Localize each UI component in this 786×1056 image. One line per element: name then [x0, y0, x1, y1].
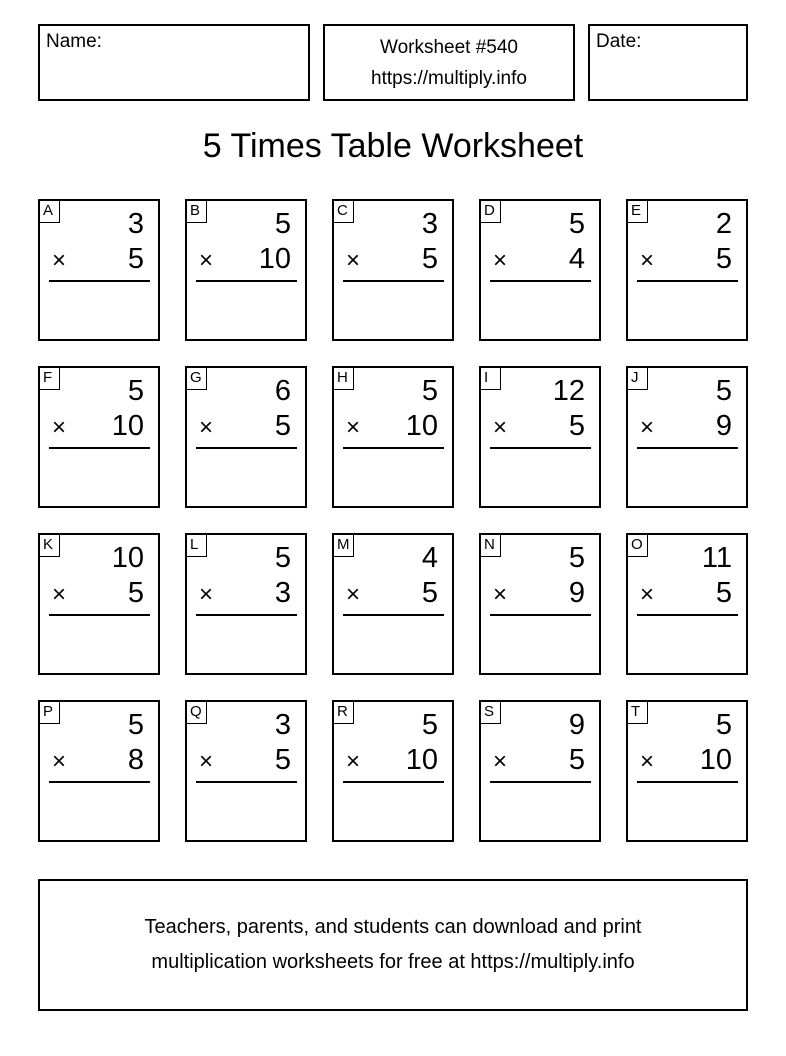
answer-line [343, 781, 444, 783]
multiplier: 5 [127, 243, 144, 275]
multiplier: 5 [127, 577, 144, 609]
times-sign: × [199, 748, 214, 775]
name-field[interactable] [38, 24, 310, 101]
times-sign: × [52, 414, 67, 441]
multiplicand: 12 [552, 375, 585, 407]
multiplier: 10 [699, 744, 732, 776]
multiplicand: 5 [568, 542, 585, 574]
answer-line [637, 280, 738, 282]
answer-line [343, 447, 444, 449]
answer-line [49, 781, 150, 783]
multiplicand: 2 [715, 208, 732, 240]
multiplier: 5 [421, 243, 438, 275]
multiplicand: 5 [715, 709, 732, 741]
problem-card[interactable] [332, 700, 454, 842]
problem-card[interactable] [332, 199, 454, 341]
problem-card[interactable] [185, 700, 307, 842]
problem-letter: E [628, 201, 648, 223]
times-sign: × [199, 414, 214, 441]
date-label: Date: [596, 31, 642, 52]
multiplier: 5 [274, 744, 291, 776]
problem-card[interactable] [479, 199, 601, 341]
answer-line [637, 781, 738, 783]
problem-letter: I [481, 368, 501, 390]
answer-line [490, 447, 591, 449]
answer-line [343, 614, 444, 616]
multiplicand: 6 [274, 375, 291, 407]
multiplicand: 5 [421, 375, 438, 407]
times-sign: × [640, 414, 655, 441]
problem-card[interactable] [185, 366, 307, 508]
times-sign: × [199, 247, 214, 274]
problem-card[interactable] [38, 366, 160, 508]
multiplier: 3 [274, 577, 291, 609]
multiplier: 9 [715, 410, 732, 442]
multiplicand: 3 [127, 208, 144, 240]
times-sign: × [346, 748, 361, 775]
times-sign: × [640, 581, 655, 608]
multiplier: 10 [111, 410, 144, 442]
problem-card[interactable] [626, 700, 748, 842]
multiplier: 5 [715, 243, 732, 275]
problem-letter: J [628, 368, 648, 390]
multiplier: 5 [568, 410, 585, 442]
name-label: Name: [46, 31, 102, 52]
times-sign: × [493, 247, 508, 274]
answer-line [49, 280, 150, 282]
times-sign: × [640, 748, 655, 775]
problem-card[interactable] [626, 533, 748, 675]
times-sign: × [493, 414, 508, 441]
problem-letter: F [40, 368, 60, 390]
problem-letter: M [334, 535, 354, 557]
multiplicand: 4 [421, 542, 438, 574]
answer-line [196, 781, 297, 783]
multiplier: 10 [258, 243, 291, 275]
answer-line [49, 614, 150, 616]
multiplier: 5 [715, 577, 732, 609]
multiplier: 5 [421, 577, 438, 609]
problem-card[interactable] [38, 700, 160, 842]
answer-line [490, 781, 591, 783]
multiplier: 8 [127, 744, 144, 776]
multiplier: 4 [568, 243, 585, 275]
times-sign: × [52, 748, 67, 775]
times-sign: × [52, 247, 67, 274]
problem-card[interactable] [185, 533, 307, 675]
answer-line [490, 614, 591, 616]
problem-card[interactable] [332, 533, 454, 675]
multiplicand: 10 [111, 542, 144, 574]
multiplicand: 3 [421, 208, 438, 240]
multiplier: 5 [568, 744, 585, 776]
multiplicand: 5 [715, 375, 732, 407]
answer-line [490, 280, 591, 282]
times-sign: × [346, 247, 361, 274]
multiplicand: 5 [274, 542, 291, 574]
problem-letter: D [481, 201, 501, 223]
problem-letter: H [334, 368, 354, 390]
problem-card[interactable] [479, 366, 601, 508]
multiplicand: 5 [127, 709, 144, 741]
answer-line [196, 614, 297, 616]
problem-letter: B [187, 201, 207, 223]
multiplier: 10 [405, 410, 438, 442]
worksheet-number: Worksheet #540 [379, 37, 518, 58]
multiplicand: 3 [274, 709, 291, 741]
answer-line [637, 447, 738, 449]
multiplicand: 11 [701, 542, 732, 574]
problem-letter: G [187, 368, 207, 390]
multiplier: 9 [568, 577, 585, 609]
problem-letter: K [40, 535, 60, 557]
problem-card[interactable] [332, 366, 454, 508]
problem-letter: N [481, 535, 501, 557]
problem-letter: P [40, 702, 60, 724]
problem-letter: Q [187, 702, 207, 724]
footer-box [38, 879, 748, 1011]
answer-line [196, 280, 297, 282]
multiplier: 10 [405, 744, 438, 776]
answer-line [49, 447, 150, 449]
problem-letter: A [40, 201, 60, 223]
problem-card[interactable] [626, 366, 748, 508]
problem-letter: O [628, 535, 648, 557]
problem-card[interactable] [479, 533, 601, 675]
problem-letter: L [187, 535, 207, 557]
problem-letter: T [628, 702, 648, 724]
multiplicand: 9 [568, 709, 585, 741]
multiplicand: 5 [568, 208, 585, 240]
page-title: 5 Times Table Worksheet [202, 127, 584, 165]
answer-line [637, 614, 738, 616]
multiplicand: 5 [274, 208, 291, 240]
times-sign: × [493, 748, 508, 775]
times-sign: × [346, 581, 361, 608]
problem-card[interactable] [479, 700, 601, 842]
footer-line-2: multiplication worksheets for free at https://multiply.info [151, 951, 635, 973]
answer-line [343, 280, 444, 282]
problem-letter: S [481, 702, 501, 724]
times-sign: × [52, 581, 67, 608]
times-sign: × [346, 414, 361, 441]
date-field[interactable] [588, 24, 748, 101]
problem-letter: C [334, 201, 354, 223]
footer-line-1: Teachers, parents, and students can download and print [144, 916, 642, 938]
worksheet-info-box [323, 24, 575, 101]
problem-card[interactable] [185, 199, 307, 341]
times-sign: × [199, 581, 214, 608]
times-sign: × [493, 581, 508, 608]
problem-card[interactable] [626, 199, 748, 341]
problem-card[interactable] [38, 533, 160, 675]
problem-card[interactable] [38, 199, 160, 341]
multiplicand: 5 [421, 709, 438, 741]
answer-line [196, 447, 297, 449]
multiplicand: 5 [127, 375, 144, 407]
worksheet-url[interactable]: https://multiply.info [371, 68, 527, 89]
problem-letter: R [334, 702, 354, 724]
multiplier: 5 [274, 410, 291, 442]
times-sign: × [640, 247, 655, 274]
